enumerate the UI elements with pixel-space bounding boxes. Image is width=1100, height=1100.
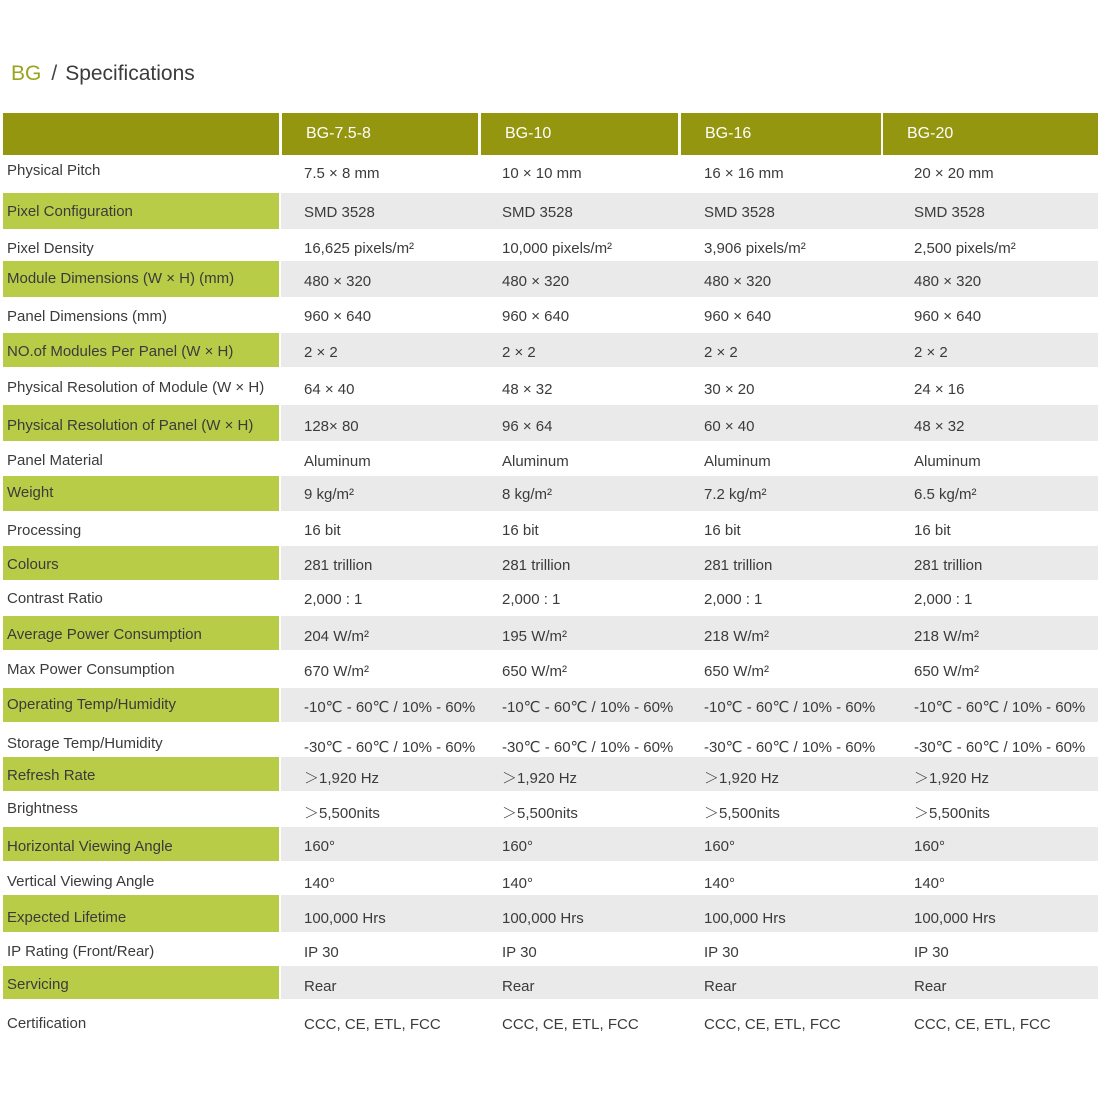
cell-value: SMD 3528: [914, 204, 985, 221]
cell-value: 960 × 640: [704, 308, 772, 325]
cell-value: 960 × 640: [304, 308, 372, 325]
cell-value: -10℃ - 60℃ / 10% - 60%: [502, 699, 674, 716]
cell-value: 20 × 20 mm: [914, 165, 994, 182]
cell-value: 960 × 640: [502, 308, 570, 325]
cell-value: 6.5 kg/m²: [914, 486, 977, 503]
cell-value: 128× 80: [304, 418, 359, 435]
cell-value: 281 trillion: [914, 557, 983, 574]
table-row: [3, 688, 1098, 722]
cell-value: 16 bit: [704, 522, 741, 539]
cell-value: Rear: [914, 978, 947, 995]
table-row: [3, 933, 1098, 966]
cell-value: 100,000 Hrs: [704, 910, 786, 927]
cell-value: ＞5,500nits: [914, 805, 990, 822]
row-label: Brightness: [7, 800, 78, 817]
cell-value: 100,000 Hrs: [914, 910, 996, 927]
table-row: [3, 368, 1098, 405]
cell-value: 480 × 320: [502, 273, 570, 290]
cell-value: 480 × 320: [304, 273, 372, 290]
cell-value: 8 kg/m²: [502, 486, 553, 503]
cell-value: -10℃ - 60℃ / 10% - 60%: [704, 699, 876, 716]
row-label: Vertical Viewing Angle: [7, 873, 155, 890]
table-row: [3, 476, 1098, 511]
cell-value: 2 × 2: [914, 344, 948, 361]
row-value-shading: [281, 405, 1098, 441]
row-label: Physical Resolution of Module (W × H): [7, 379, 265, 396]
table-row: [3, 512, 1098, 546]
cell-value: Rear: [704, 978, 737, 995]
table-row: [3, 230, 1098, 261]
cell-value: 650 W/m²: [914, 663, 980, 680]
cell-value: -30℃ - 60℃ / 10% - 60%: [502, 739, 674, 756]
column-header: BG-7.5-8: [282, 113, 478, 155]
cell-value: 218 W/m²: [914, 628, 980, 645]
row-label: Average Power Consumption: [7, 626, 202, 643]
breadcrumb-brand-link[interactable]: BG: [11, 62, 42, 85]
row-label: Max Power Consumption: [7, 661, 175, 678]
cell-value: 160°: [914, 838, 946, 855]
cell-value: 960 × 640: [914, 308, 982, 325]
row-label: Panel Material: [7, 452, 103, 469]
cell-value: -30℃ - 60℃ / 10% - 60%: [304, 739, 476, 756]
cell-value: IP 30: [502, 944, 537, 961]
cell-value: CCC, CE, ETL, FCC: [914, 1016, 1051, 1033]
cell-value: 195 W/m²: [502, 628, 568, 645]
row-label: Colours: [7, 556, 59, 573]
cell-value: ＞1,920 Hz: [304, 770, 380, 787]
cell-value: 48 × 32: [502, 381, 553, 398]
cell-value: 2,500 pixels/m²: [914, 240, 1016, 257]
row-label: Refresh Rate: [7, 767, 96, 784]
cell-value: 160°: [502, 838, 534, 855]
row-label: Expected Lifetime: [7, 909, 127, 926]
row-label: Weight: [7, 484, 54, 501]
table-row: [3, 193, 1098, 229]
table-row: [3, 442, 1098, 476]
table-row: [3, 723, 1098, 757]
row-label: Pixel Density: [7, 240, 94, 257]
cell-value: 3,906 pixels/m²: [704, 240, 806, 257]
row-label: Operating Temp/Humidity: [7, 696, 176, 713]
cell-value: 64 × 40: [304, 381, 355, 398]
cell-value: 24 × 16: [914, 381, 965, 398]
cell-value: 140°: [304, 875, 336, 892]
cell-value: ＞5,500nits: [502, 805, 578, 822]
row-value-shading: [281, 333, 1098, 367]
table-row: [3, 546, 1098, 580]
breadcrumb-separator: /: [51, 62, 58, 85]
cell-value: 281 trillion: [304, 557, 373, 574]
cell-value: 10,000 pixels/m²: [502, 240, 613, 257]
cell-value: 650 W/m²: [704, 663, 770, 680]
row-label: Certification: [7, 1015, 87, 1032]
table-row: [3, 862, 1098, 895]
table-row: [3, 895, 1098, 932]
cell-value: 16 bit: [304, 522, 341, 539]
cell-value: 100,000 Hrs: [502, 910, 584, 927]
cell-value: Aluminum: [304, 453, 371, 470]
cell-value: ＞5,500nits: [704, 805, 780, 822]
table-row: [3, 966, 1098, 999]
row-label: Physical Resolution of Panel (W × H): [7, 417, 254, 434]
cell-value: -30℃ - 60℃ / 10% - 60%: [914, 739, 1086, 756]
cell-value: -10℃ - 60℃ / 10% - 60%: [914, 699, 1086, 716]
row-label: Physical Pitch: [7, 162, 101, 179]
row-label: Panel Dimensions (mm): [7, 308, 168, 325]
cell-value: 218 W/m²: [704, 628, 770, 645]
cell-value: 16,625 pixels/m²: [304, 240, 415, 257]
cell-value: Aluminum: [502, 453, 569, 470]
cell-value: IP 30: [304, 944, 339, 961]
cell-value: 160°: [704, 838, 736, 855]
cell-value: 16 bit: [914, 522, 951, 539]
cell-value: 160°: [304, 838, 336, 855]
cell-value: -10℃ - 60℃ / 10% - 60%: [304, 699, 476, 716]
column-header: BG-20: [883, 113, 1098, 155]
cell-value: CCC, CE, ETL, FCC: [304, 1016, 441, 1033]
row-label: Pixel Configuration: [7, 203, 133, 220]
column-header: BG-10: [481, 113, 678, 155]
cell-value: SMD 3528: [304, 204, 375, 221]
cell-value: 670 W/m²: [304, 663, 370, 680]
row-label: Servicing: [7, 976, 69, 993]
cell-value: 16 × 16 mm: [704, 165, 784, 182]
table-row: [3, 405, 1098, 441]
row-label: IP Rating (Front/Rear): [7, 943, 155, 960]
cell-value: 2 × 2: [502, 344, 536, 361]
cell-value: 100,000 Hrs: [304, 910, 386, 927]
cell-value: 140°: [704, 875, 736, 892]
cell-value: ＞5,500nits: [304, 805, 380, 822]
cell-value: ＞1,920 Hz: [502, 770, 578, 787]
cell-value: 140°: [502, 875, 534, 892]
cell-value: 140°: [914, 875, 946, 892]
cell-value: ＞1,920 Hz: [704, 770, 780, 787]
row-label: Contrast Ratio: [7, 590, 103, 607]
cell-value: ＞1,920 Hz: [914, 770, 990, 787]
cell-value: 650 W/m²: [502, 663, 568, 680]
cell-value: 2 × 2: [304, 344, 338, 361]
table-row: [3, 827, 1098, 861]
table-row: [3, 616, 1098, 650]
row-label: NO.of Modules Per Panel (W × H): [7, 343, 234, 360]
cell-value: CCC, CE, ETL, FCC: [704, 1016, 841, 1033]
cell-value: -30℃ - 60℃ / 10% - 60%: [704, 739, 876, 756]
page-title: Specifications: [65, 62, 195, 85]
row-label: Horizontal Viewing Angle: [7, 838, 173, 855]
table-row: [3, 261, 1098, 297]
cell-value: 480 × 320: [704, 273, 772, 290]
cell-value: 2 × 2: [704, 344, 738, 361]
row-label: Module Dimensions (W × H) (mm): [7, 270, 235, 287]
table-row: [3, 757, 1098, 791]
header-cell-empty: [3, 113, 279, 155]
cell-value: 96 × 64: [502, 418, 553, 435]
table-row: [3, 155, 1098, 193]
table-row: [3, 792, 1098, 827]
cell-value: 2,000 : 1: [304, 591, 363, 608]
table-row: [3, 333, 1098, 367]
breadcrumb: [11, 60, 195, 88]
cell-value: 30 × 20: [704, 381, 755, 398]
cell-value: Rear: [304, 978, 337, 995]
cell-value: 7.2 kg/m²: [704, 486, 767, 503]
cell-value: 10 × 10 mm: [502, 165, 582, 182]
cell-value: 204 W/m²: [304, 628, 370, 645]
row-label: Processing: [7, 522, 82, 539]
row-value-shading: [281, 827, 1098, 861]
cell-value: 2,000 : 1: [704, 591, 763, 608]
cell-value: 2,000 : 1: [502, 591, 561, 608]
table-row: [3, 651, 1098, 688]
cell-value: 2,000 : 1: [914, 591, 973, 608]
cell-value: 16 bit: [502, 522, 539, 539]
cell-value: 281 trillion: [704, 557, 773, 574]
row-value-shading: [281, 966, 1098, 999]
cell-value: Aluminum: [914, 453, 981, 470]
cell-value: IP 30: [914, 944, 949, 961]
cell-value: 9 kg/m²: [304, 486, 355, 503]
cell-value: SMD 3528: [502, 204, 573, 221]
cell-value: 48 × 32: [914, 418, 965, 435]
cell-value: IP 30: [704, 944, 739, 961]
cell-value: 281 trillion: [502, 557, 571, 574]
cell-value: 7.5 × 8 mm: [304, 165, 380, 182]
table-row: [3, 298, 1098, 333]
table-header: [3, 113, 1098, 155]
column-header: BG-16: [681, 113, 881, 155]
cell-value: Rear: [502, 978, 535, 995]
table-row: [3, 1000, 1098, 1045]
cell-value: CCC, CE, ETL, FCC: [502, 1016, 639, 1033]
cell-value: SMD 3528: [704, 204, 775, 221]
cell-value: 60 × 40: [704, 418, 755, 435]
row-label: Storage Temp/Humidity: [7, 735, 163, 752]
table-row: [3, 581, 1098, 616]
cell-value: Aluminum: [704, 453, 771, 470]
cell-value: 480 × 320: [914, 273, 982, 290]
